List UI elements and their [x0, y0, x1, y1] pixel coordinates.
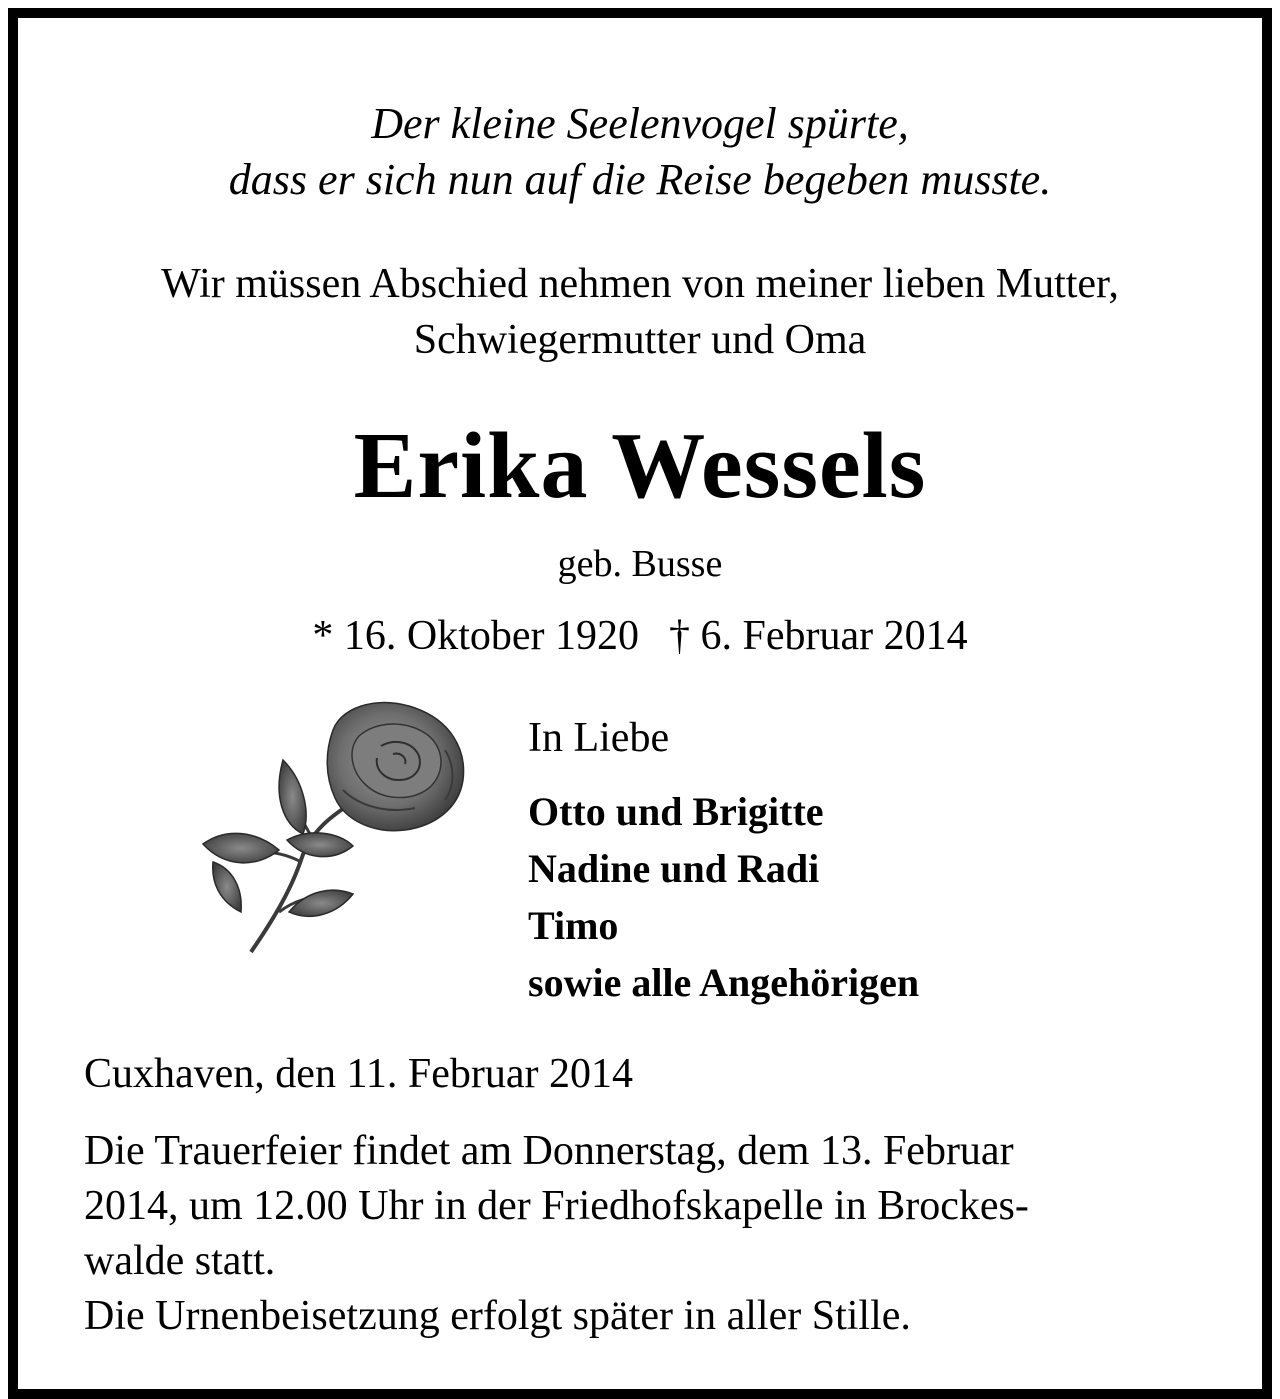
mourners-intro: In Liebe [528, 715, 670, 761]
mourner-name: Timo [528, 903, 619, 948]
maiden-name: geb. Busse [557, 543, 723, 585]
birth-date: * 16. Oktober 1920 [312, 613, 639, 659]
life-dates [18, 610, 1262, 662]
rose-icon [183, 690, 473, 960]
mourner-name: Otto und Brigitte [528, 789, 824, 834]
intro-line-1: Wir müssen Abschied nehmen von meiner lieben Mutter, [161, 261, 1119, 307]
notice-line-4: Die Urnenbeisetzung erfolgt später in aller Stille. [84, 1293, 911, 1339]
deceased-name: Erika Wessels [353, 414, 927, 518]
poem-line-1: Der kleine Seelenvogel spürte, [371, 99, 909, 148]
intro-line-2: Schwiegermutter und Oma [413, 317, 867, 363]
notice-line-2: 2014, um 12.00 Uhr in der Friedhofskapelle in Brockes- [84, 1183, 1029, 1229]
death-date: † 6. Februar 2014 [669, 613, 968, 659]
notice-line-1: Die Trauerfeier findet am Donnerstag, dem 13. Februar [84, 1128, 1014, 1174]
mourner-name: Nadine und Radi [528, 846, 820, 891]
place-date: Cuxhaven, den 11. Februar 2014 [84, 1051, 633, 1097]
notice-line-3: walde statt. [84, 1238, 276, 1284]
obituary-frame [8, 8, 1272, 1399]
mourner-name: sowie alle Angehörigen [528, 960, 920, 1005]
poem-line-2: dass er sich nun auf die Reise begeben musste. [228, 155, 1052, 204]
